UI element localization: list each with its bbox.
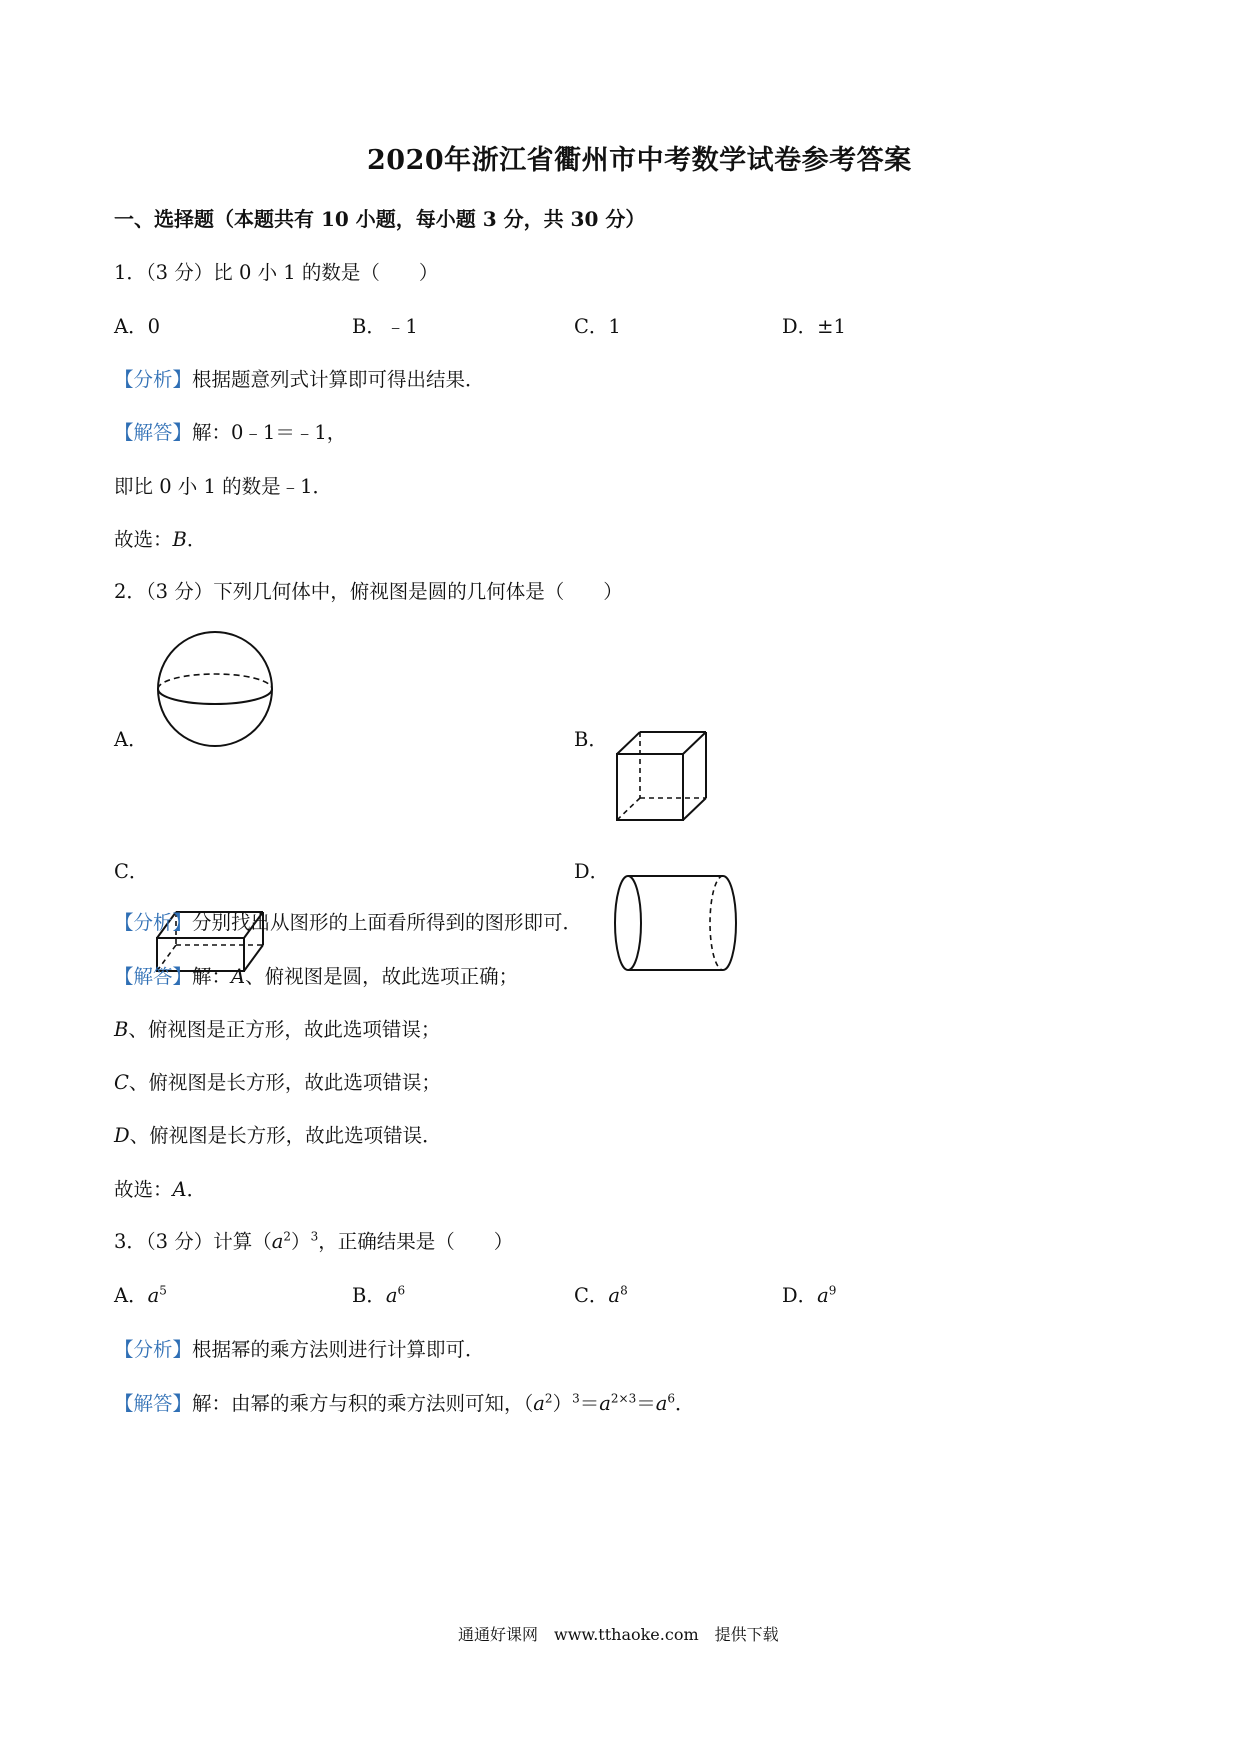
q3-outer-exp: 3 bbox=[310, 1229, 319, 1244]
option-var: a bbox=[817, 1284, 829, 1307]
option-exp: 9 bbox=[828, 1283, 837, 1298]
option-exp: 8 bbox=[620, 1283, 628, 1298]
q3-exp: 2 bbox=[283, 1229, 292, 1244]
q2-line-letter: B bbox=[114, 1018, 129, 1041]
q3-option-c bbox=[574, 1280, 628, 1308]
q2-line-text: 、俯视图是正方形，故此选项错误； bbox=[128, 1018, 441, 1041]
option-var: a bbox=[385, 1284, 398, 1307]
q3-answer-prefix: 解：由幂的乘方与积的乘方法则可知，（ bbox=[192, 1392, 534, 1415]
q3-answer-mid: ） bbox=[552, 1392, 573, 1415]
option-var: a bbox=[147, 1284, 160, 1307]
q3-stem-mid: ） bbox=[291, 1230, 311, 1253]
q2-analysis-text: 分别找出从图形的上面看所得到的图形即可． bbox=[192, 911, 583, 934]
q2-stem: 2．（3 分）下列几何体中，俯视图是圆的几何体是（ ） bbox=[114, 580, 623, 603]
q2-option-a-label: A． bbox=[114, 728, 148, 751]
choice-suffix: ． bbox=[186, 528, 207, 551]
q2-line-text: 、俯视图是长方形，故此选项错误． bbox=[129, 1124, 442, 1147]
q1-option-b: B．﹣1 bbox=[352, 315, 418, 338]
option-label: B． bbox=[352, 1284, 386, 1307]
q2-explanation-c bbox=[114, 1067, 441, 1095]
choice-letter: B bbox=[172, 528, 187, 551]
q2-explanation-d bbox=[114, 1120, 442, 1148]
q3-option-d bbox=[782, 1280, 836, 1308]
q2-line-text: 、俯视图是圆，故此选项正确； bbox=[245, 965, 519, 988]
q1-option-d: D．±1 bbox=[782, 315, 846, 338]
option-label: C． bbox=[574, 1284, 609, 1307]
choice-suffix: ． bbox=[186, 1178, 207, 1201]
q3-stem-suffix: ，正确结果是（ ） bbox=[318, 1230, 514, 1253]
cube-figure bbox=[615, 730, 710, 825]
option-exp: 6 bbox=[397, 1283, 406, 1298]
q1-analysis bbox=[114, 364, 485, 392]
answer-tag: 【解答】 bbox=[114, 1392, 193, 1415]
q3-answer-exp: 2×3 bbox=[610, 1391, 637, 1406]
q3-analysis bbox=[114, 1334, 485, 1362]
choice-prefix: 故选： bbox=[114, 1178, 173, 1201]
q2-answer-prefix: 解： bbox=[192, 965, 232, 988]
q3-answer-exp: 2 bbox=[544, 1391, 553, 1406]
q1-option-a: A．0 bbox=[114, 315, 160, 338]
q2-line-letter: A bbox=[231, 965, 246, 988]
answer-tag: 【解答】 bbox=[114, 965, 193, 988]
q2-option-d-label: D． bbox=[574, 860, 610, 883]
option-label: D． bbox=[782, 1284, 818, 1307]
q3-answer-var: a bbox=[655, 1392, 668, 1415]
analysis-tag: 【分析】 bbox=[114, 911, 193, 934]
answer-tag: 【解答】 bbox=[114, 421, 193, 444]
q2-line-letter: D bbox=[114, 1124, 130, 1147]
q1-answer bbox=[114, 417, 346, 445]
q1-stem: 1．（3 分）比 0 小 1 的数是（ ） bbox=[114, 261, 439, 284]
q3-answer-eq: ＝ bbox=[636, 1392, 656, 1415]
q2-line-letter: C bbox=[114, 1071, 129, 1094]
choice-letter: A bbox=[172, 1178, 187, 1201]
analysis-tag: 【分析】 bbox=[114, 1338, 193, 1361]
q3-answer-exp: 6 bbox=[667, 1391, 675, 1406]
q3-option-b bbox=[352, 1280, 405, 1308]
q3-var: a bbox=[271, 1230, 284, 1253]
q3-answer-exp: 3 bbox=[572, 1391, 580, 1406]
q3-answer-eq: ＝ bbox=[579, 1392, 600, 1415]
q3-answer bbox=[114, 1388, 695, 1416]
q1-choice bbox=[114, 524, 206, 552]
q1-explanation: 即比 0 小 1 的数是﹣1． bbox=[114, 475, 333, 498]
q2-answer bbox=[114, 961, 518, 989]
q3-answer-var: a bbox=[599, 1392, 611, 1415]
analysis-tag: 【分析】 bbox=[114, 368, 193, 391]
q1-option-c: C．1 bbox=[574, 315, 621, 338]
page-title: 2020年浙江省衢州市中考数学试卷参考答案 bbox=[367, 145, 912, 176]
q3-stem bbox=[114, 1226, 513, 1254]
q2-analysis bbox=[114, 907, 582, 935]
section-header: 一、选择题（本题共有 10 小题，每小题 3 分，共 30 分） bbox=[114, 207, 646, 231]
q1-analysis-text: 根据题意列式计算即可得出结果． bbox=[192, 368, 485, 391]
q2-option-c-label: C． bbox=[114, 860, 149, 883]
page-footer: 通通好课网 www.tthaoke.com 提供下载 bbox=[458, 1625, 779, 1644]
q3-answer-var: a bbox=[533, 1392, 545, 1415]
q3-analysis-text: 根据幂的乘方法则进行计算即可． bbox=[192, 1338, 485, 1361]
q2-explanation-b bbox=[114, 1014, 440, 1042]
q1-answer-text: 解：0﹣1＝﹣1， bbox=[192, 421, 347, 444]
option-exp: 5 bbox=[159, 1283, 167, 1298]
q2-choice bbox=[114, 1174, 206, 1202]
q3-answer-end: ． bbox=[675, 1392, 695, 1415]
q2-line-text: 、俯视图是长方形，故此选项错误； bbox=[128, 1071, 441, 1094]
cylinder-figure bbox=[612, 873, 742, 973]
q3-stem-prefix: 3．（3 分）计算（ bbox=[114, 1230, 272, 1253]
option-var: a bbox=[608, 1284, 621, 1307]
q2-option-b-label: B． bbox=[574, 728, 608, 751]
choice-prefix: 故选： bbox=[114, 528, 173, 551]
q3-option-a bbox=[114, 1280, 167, 1308]
option-label: A． bbox=[114, 1284, 148, 1307]
sphere-figure bbox=[155, 630, 275, 748]
